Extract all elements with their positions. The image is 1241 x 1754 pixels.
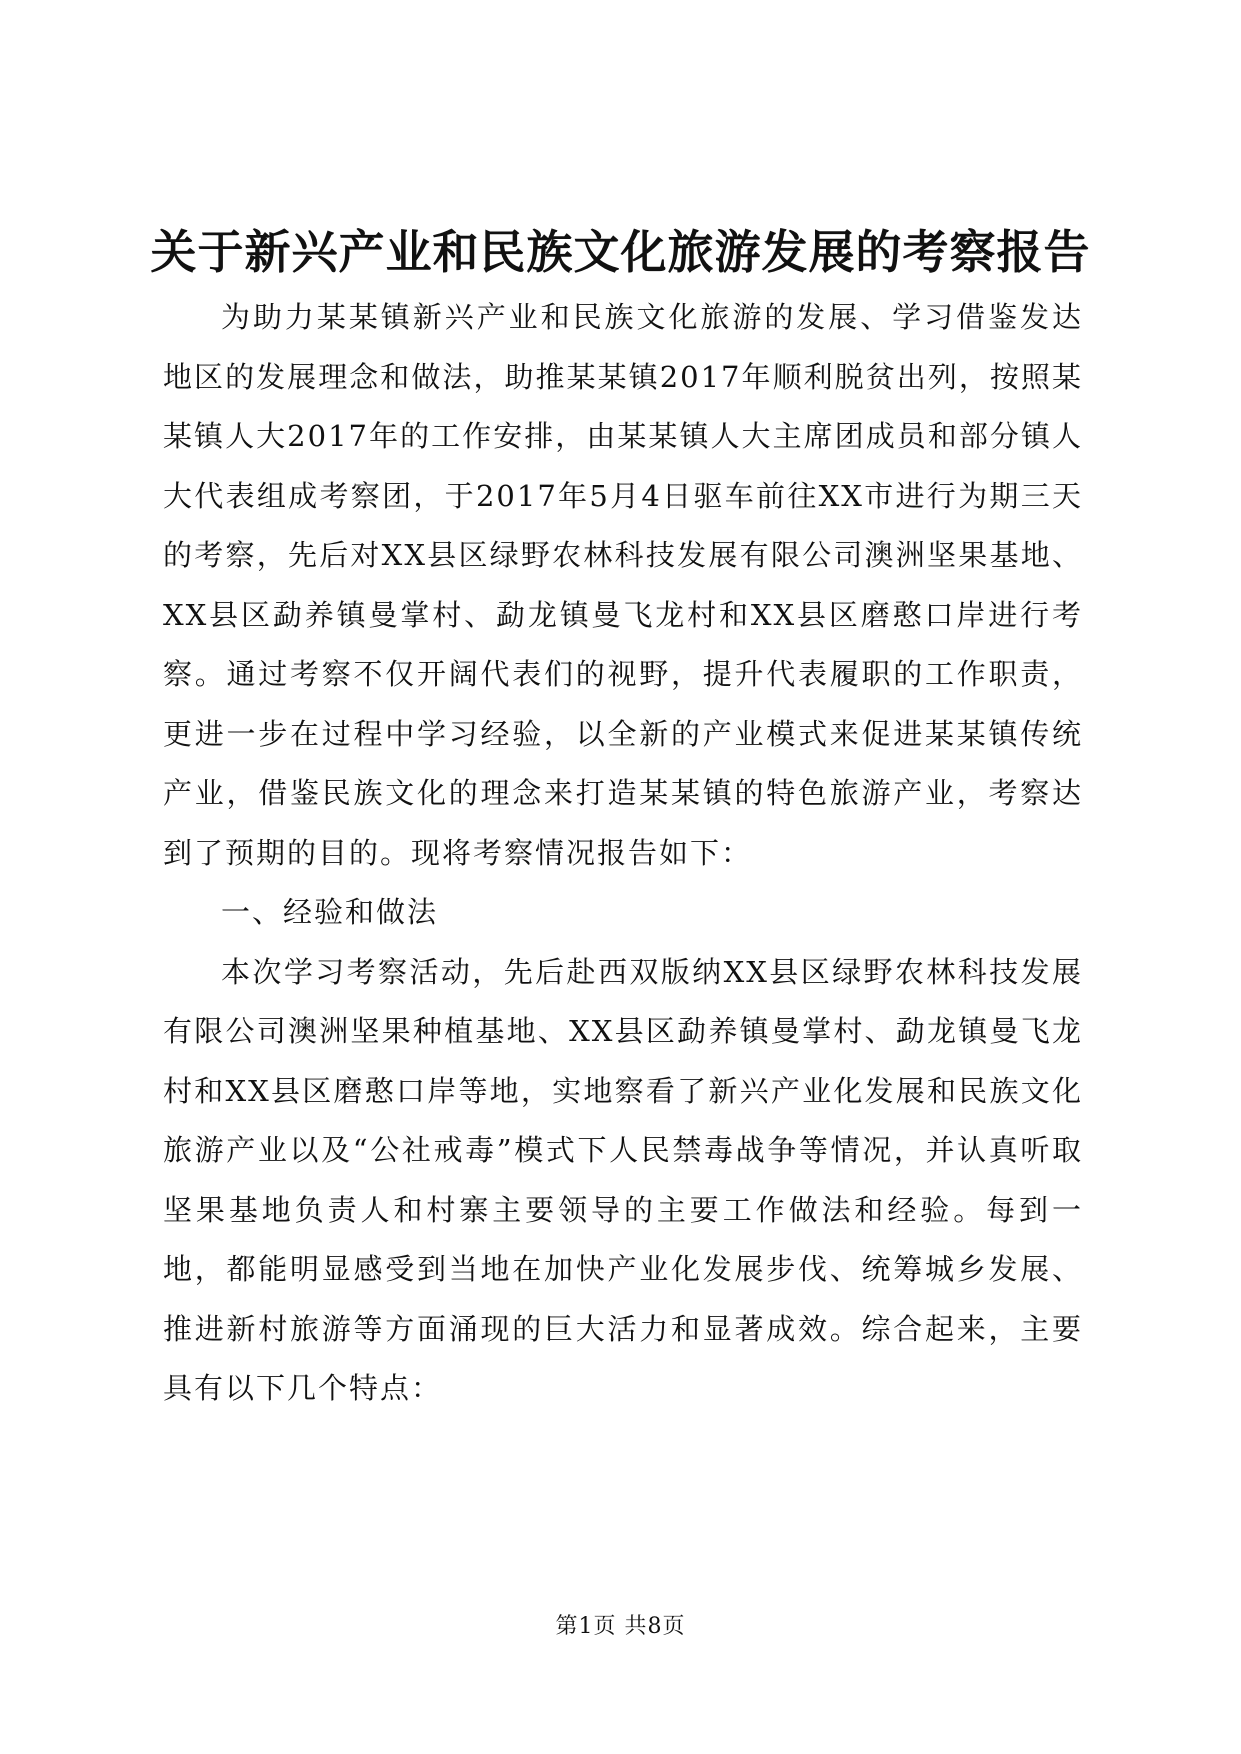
section-heading: 一、经验和做法: [221, 895, 439, 929]
document-body: [163, 288, 1083, 1419]
document-title: 关于新兴产业和民族文化旅游发展的考察报告: [150, 225, 1091, 279]
page-footer: 第1页 共8页: [555, 1614, 686, 1639]
intro-paragraph: 为助力某某镇新兴产业和民族文化旅游的发展、学习借鉴发达地区的发展理念和做法，助推某某镇2017年顺利脱贫出列，按照某某镇人大2017年的工作安排，由某某镇人大主席团成员和部分镇人大代表组成考察团，于2017年5月4日驱车前往XX市进行为期三天的考察，先后对XX县区绿野农林科技发展有限公司澳洲坚果基地、XX县区勐养镇曼掌村、勐龙镇曼飞龙村和XX县区磨憨口岸进行考察。通过考察不仅开阔代表们的视野，提升代表履职的工作职责，更进一步在过程中学习经验，以全新的产业模式来促进某某镇传统产业，借鉴民族文化的理念来打造某某镇的特色旅游产业，考察达到了预期的目的。现将考察情况报告如下：: [163, 300, 1083, 870]
section-paragraph: 本次学习考察活动，先后赴西双版纳XX县区绿野农林科技发展有限公司澳洲坚果种植基地、XX县区勐养镇曼掌村、勐龙镇曼飞龙村和XX县区磨憨口岸等地，实地察看了新兴产业化发展和民族文化旅游产业以及“公社戒毒”模式下人民禁毒战争等情况，并认真听取坚果基地负责人和村寨主要领导的主要工作做法和经验。每到一地，都能明显感受到当地在加快产业化发展步伐、统筹城乡发展、推进新村旅游等方面涌现的巨大活力和显著成效。综合起来，主要具有以下几个特点：: [163, 954, 1083, 1405]
